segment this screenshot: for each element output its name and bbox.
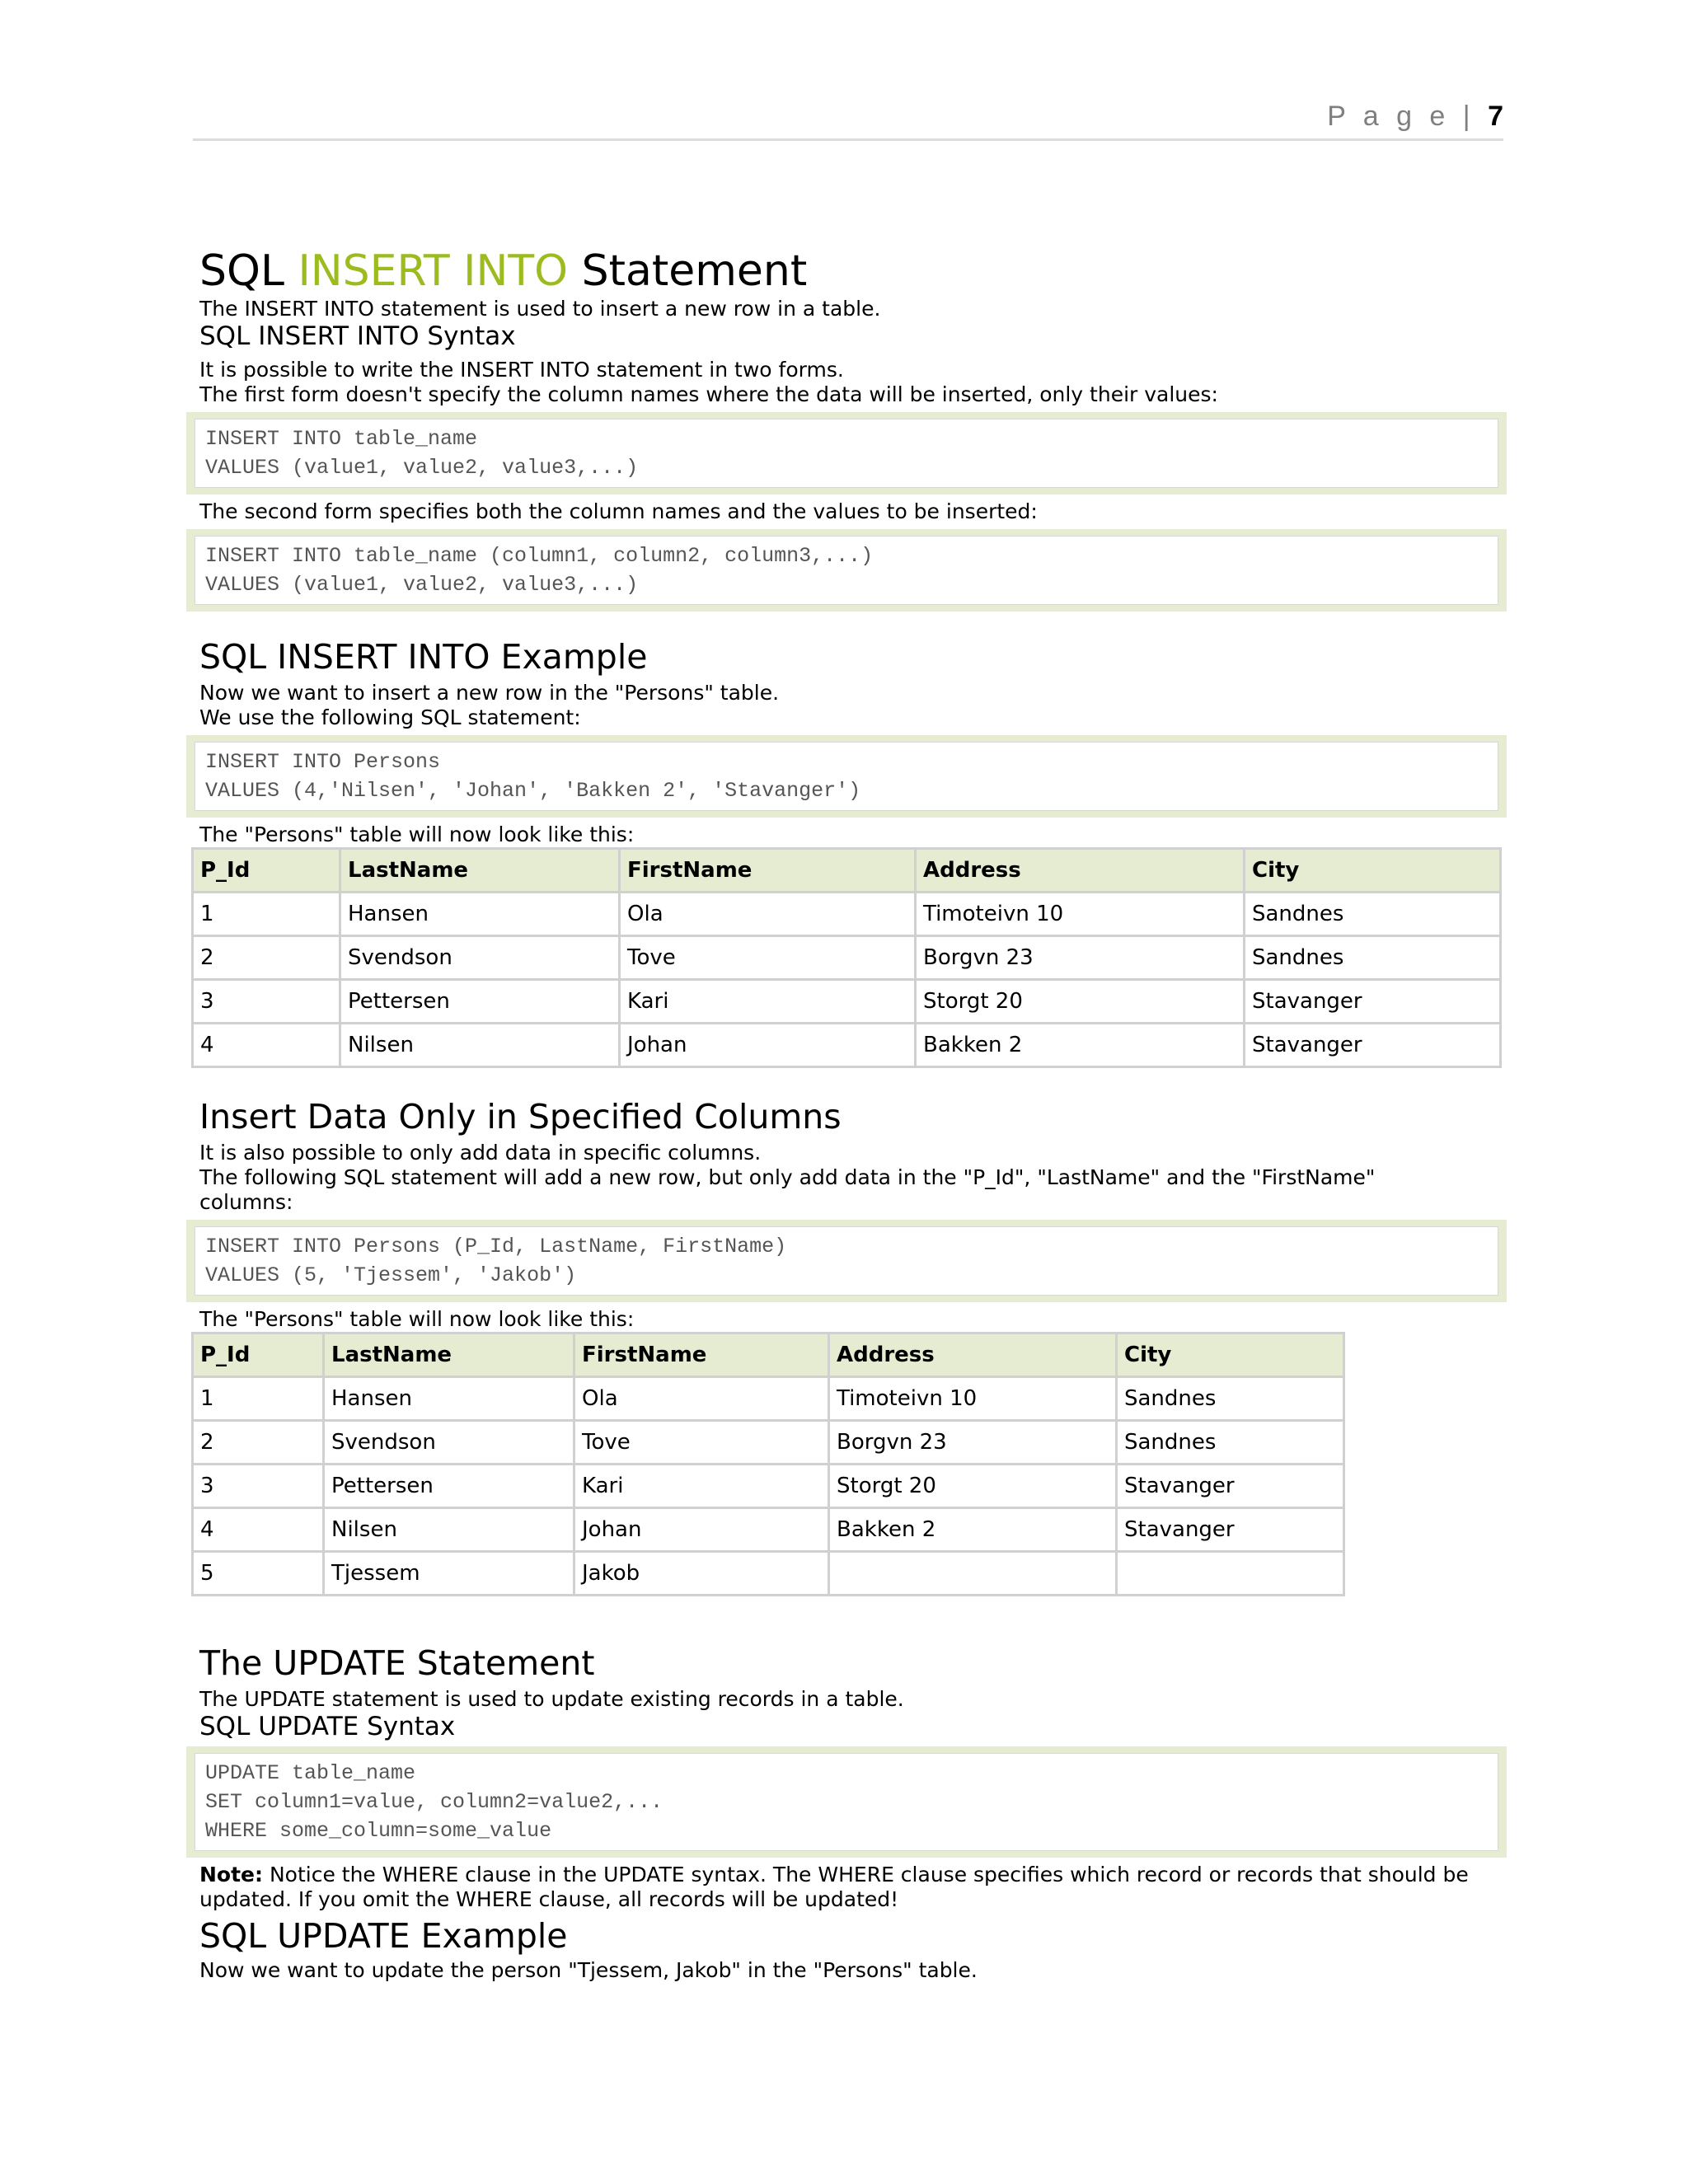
column-header: Address — [916, 849, 1245, 893]
update-intro: The UPDATE statement is used to update existing records in a table. — [199, 1687, 904, 1711]
insert-intro: The INSERT INTO statement is used to insert a new row in a table. — [199, 297, 881, 321]
table-cell: Storgt 20 — [829, 1465, 1117, 1508]
code-text: UPDATE table_name SET column1=value, column2=value2,... WHERE some_column=some_value — [195, 1753, 1498, 1851]
column-header: Address — [829, 1333, 1117, 1377]
persons-table-1 — [191, 847, 1502, 1068]
code-block-insert-form1 — [186, 412, 1507, 494]
column-header: LastName — [324, 1333, 574, 1377]
table-cell: Svendson — [324, 1421, 574, 1465]
table-cell — [1117, 1552, 1344, 1596]
table-cell: Nilsen — [340, 1024, 620, 1067]
insert-forms-line2: The first form doesn't specify the column names where the data will be inserted, only their values: — [199, 382, 1218, 406]
specified-line2: The following SQL statement will add a new row, but only add data in the "P_Id", "LastName" and the "FirstName" columns: — [199, 1165, 1376, 1214]
insert-forms-line1: It is possible to write the INSERT INTO statement in two forms. — [199, 358, 844, 382]
column-header: City — [1117, 1333, 1344, 1377]
update-example-heading: SQL UPDATE Example — [199, 1916, 568, 1956]
table-row — [193, 1508, 1344, 1552]
insert-syntax-heading: SQL INSERT INTO Syntax — [199, 321, 516, 351]
table-row — [193, 1377, 1344, 1421]
table-cell: Kari — [620, 980, 916, 1024]
insert-title-pre: SQL — [199, 246, 298, 296]
table-cell: Ola — [620, 893, 916, 936]
table-row — [193, 1465, 1344, 1508]
note-label: Note: — [199, 1863, 264, 1886]
table-cell: Sandnes — [1245, 936, 1501, 980]
table-cell: 4 — [193, 1508, 324, 1552]
table-row — [193, 893, 1501, 936]
table-row — [193, 1552, 1344, 1596]
table-cell: Hansen — [340, 893, 620, 936]
column-header: City — [1245, 849, 1501, 893]
table-cell: Tjessem — [324, 1552, 574, 1596]
table-cell: Johan — [620, 1024, 916, 1067]
note-text: Notice the WHERE clause in the UPDATE syntax. The WHERE clause specifies which record or records that should be updated. If you omit the WHERE clause, all records will be updated! — [199, 1863, 1469, 1911]
table-cell: Stavanger — [1117, 1508, 1344, 1552]
code-block-insert-form2 — [186, 529, 1507, 612]
table-cell: Hansen — [324, 1377, 574, 1421]
table-cell: Borgvn 23 — [916, 936, 1245, 980]
table-cell: Jakob — [574, 1552, 829, 1596]
column-header: LastName — [340, 849, 620, 893]
persons-table-2 — [191, 1332, 1345, 1596]
table-cell — [829, 1552, 1117, 1596]
table-cell: Sandnes — [1117, 1377, 1344, 1421]
example-line1: Now we want to insert a new row in the "Persons" table. — [199, 681, 780, 705]
code-text: INSERT INTO table_name (column1, column2, column3,...) VALUES (value1, value2, value3,...) — [195, 536, 1498, 605]
table-cell: 4 — [193, 1024, 340, 1067]
table-cell: 1 — [193, 1377, 324, 1421]
table-cell: Borgvn 23 — [829, 1421, 1117, 1465]
table-cell: 3 — [193, 980, 340, 1024]
table-cell: Bakken 2 — [829, 1508, 1117, 1552]
table-cell: Ola — [574, 1377, 829, 1421]
table-cell: Timoteivn 10 — [829, 1377, 1117, 1421]
example-result-intro: The "Persons" table will now look like this: — [199, 823, 635, 846]
table-cell: 5 — [193, 1552, 324, 1596]
table-header-row — [193, 849, 1501, 893]
table-cell: Pettersen — [340, 980, 620, 1024]
code-block-update-syntax — [186, 1746, 1507, 1858]
code-text: INSERT INTO table_name VALUES (value1, value2, value3,...) — [195, 419, 1498, 488]
example-heading: SQL INSERT INTO Example — [199, 637, 648, 677]
table-header-row — [193, 1333, 1344, 1377]
table-row — [193, 1421, 1344, 1465]
insert-title-post: Statement — [568, 246, 808, 296]
insert-title-accent: INSERT INTO — [298, 246, 569, 296]
column-header: FirstName — [574, 1333, 829, 1377]
update-example-line: Now we want to update the person "Tjessem, Jakob" in the "Persons" table. — [199, 1958, 978, 1982]
table-cell: Sandnes — [1117, 1421, 1344, 1465]
insert-title — [199, 246, 1502, 297]
table-cell: Johan — [574, 1508, 829, 1552]
column-header: P_Id — [193, 849, 340, 893]
table-cell: Kari — [574, 1465, 829, 1508]
update-note — [199, 1863, 1502, 1912]
table-cell: Nilsen — [324, 1508, 574, 1552]
table-cell: Tove — [574, 1421, 829, 1465]
code-block-insert-example — [186, 735, 1507, 818]
table-cell: Storgt 20 — [916, 980, 1245, 1024]
table-cell: 2 — [193, 936, 340, 980]
table-cell: Pettersen — [324, 1465, 574, 1508]
table-cell: Stavanger — [1245, 980, 1501, 1024]
code-block-insert-specified — [186, 1220, 1507, 1302]
example-line2: We use the following SQL statement: — [199, 705, 581, 729]
table-row — [193, 1024, 1501, 1067]
code-text: INSERT INTO Persons (P_Id, LastName, FirstName) VALUES (5, 'Tjessem', 'Jakob') — [195, 1226, 1498, 1296]
table-cell: Sandnes — [1245, 893, 1501, 936]
page-header — [193, 96, 1503, 141]
specified-line1: It is also possible to only add data in specific columns. — [199, 1141, 762, 1165]
page-label: P a g e — [1327, 101, 1451, 132]
update-heading: The UPDATE Statement — [199, 1643, 595, 1683]
table-row — [193, 980, 1501, 1024]
column-header: FirstName — [620, 849, 916, 893]
column-header: P_Id — [193, 1333, 324, 1377]
table-cell: Stavanger — [1117, 1465, 1344, 1508]
table-cell: Stavanger — [1245, 1024, 1501, 1067]
table-cell: Timoteivn 10 — [916, 893, 1245, 936]
table-cell: Svendson — [340, 936, 620, 980]
update-syntax-heading: SQL UPDATE Syntax — [199, 1712, 456, 1741]
page-content — [199, 246, 1502, 1983]
table-cell: Bakken 2 — [916, 1024, 1245, 1067]
insert-second-form: The second form specifies both the column names and the values to be inserted: — [199, 499, 1038, 523]
table-cell: Tove — [620, 936, 916, 980]
table-cell: 1 — [193, 893, 340, 936]
code-text: INSERT INTO Persons VALUES (4,'Nilsen', 'Johan', 'Bakken 2', 'Stavanger') — [195, 742, 1498, 811]
table-cell: 3 — [193, 1465, 324, 1508]
specified-result-intro: The "Persons" table will now look like this: — [199, 1307, 635, 1331]
table-row — [193, 936, 1501, 980]
page-separator: | — [1450, 101, 1489, 132]
page-number: 7 — [1488, 101, 1503, 132]
page-number-label — [1327, 101, 1503, 133]
table-cell: 2 — [193, 1421, 324, 1465]
specified-heading: Insert Data Only in Specified Columns — [199, 1097, 842, 1137]
